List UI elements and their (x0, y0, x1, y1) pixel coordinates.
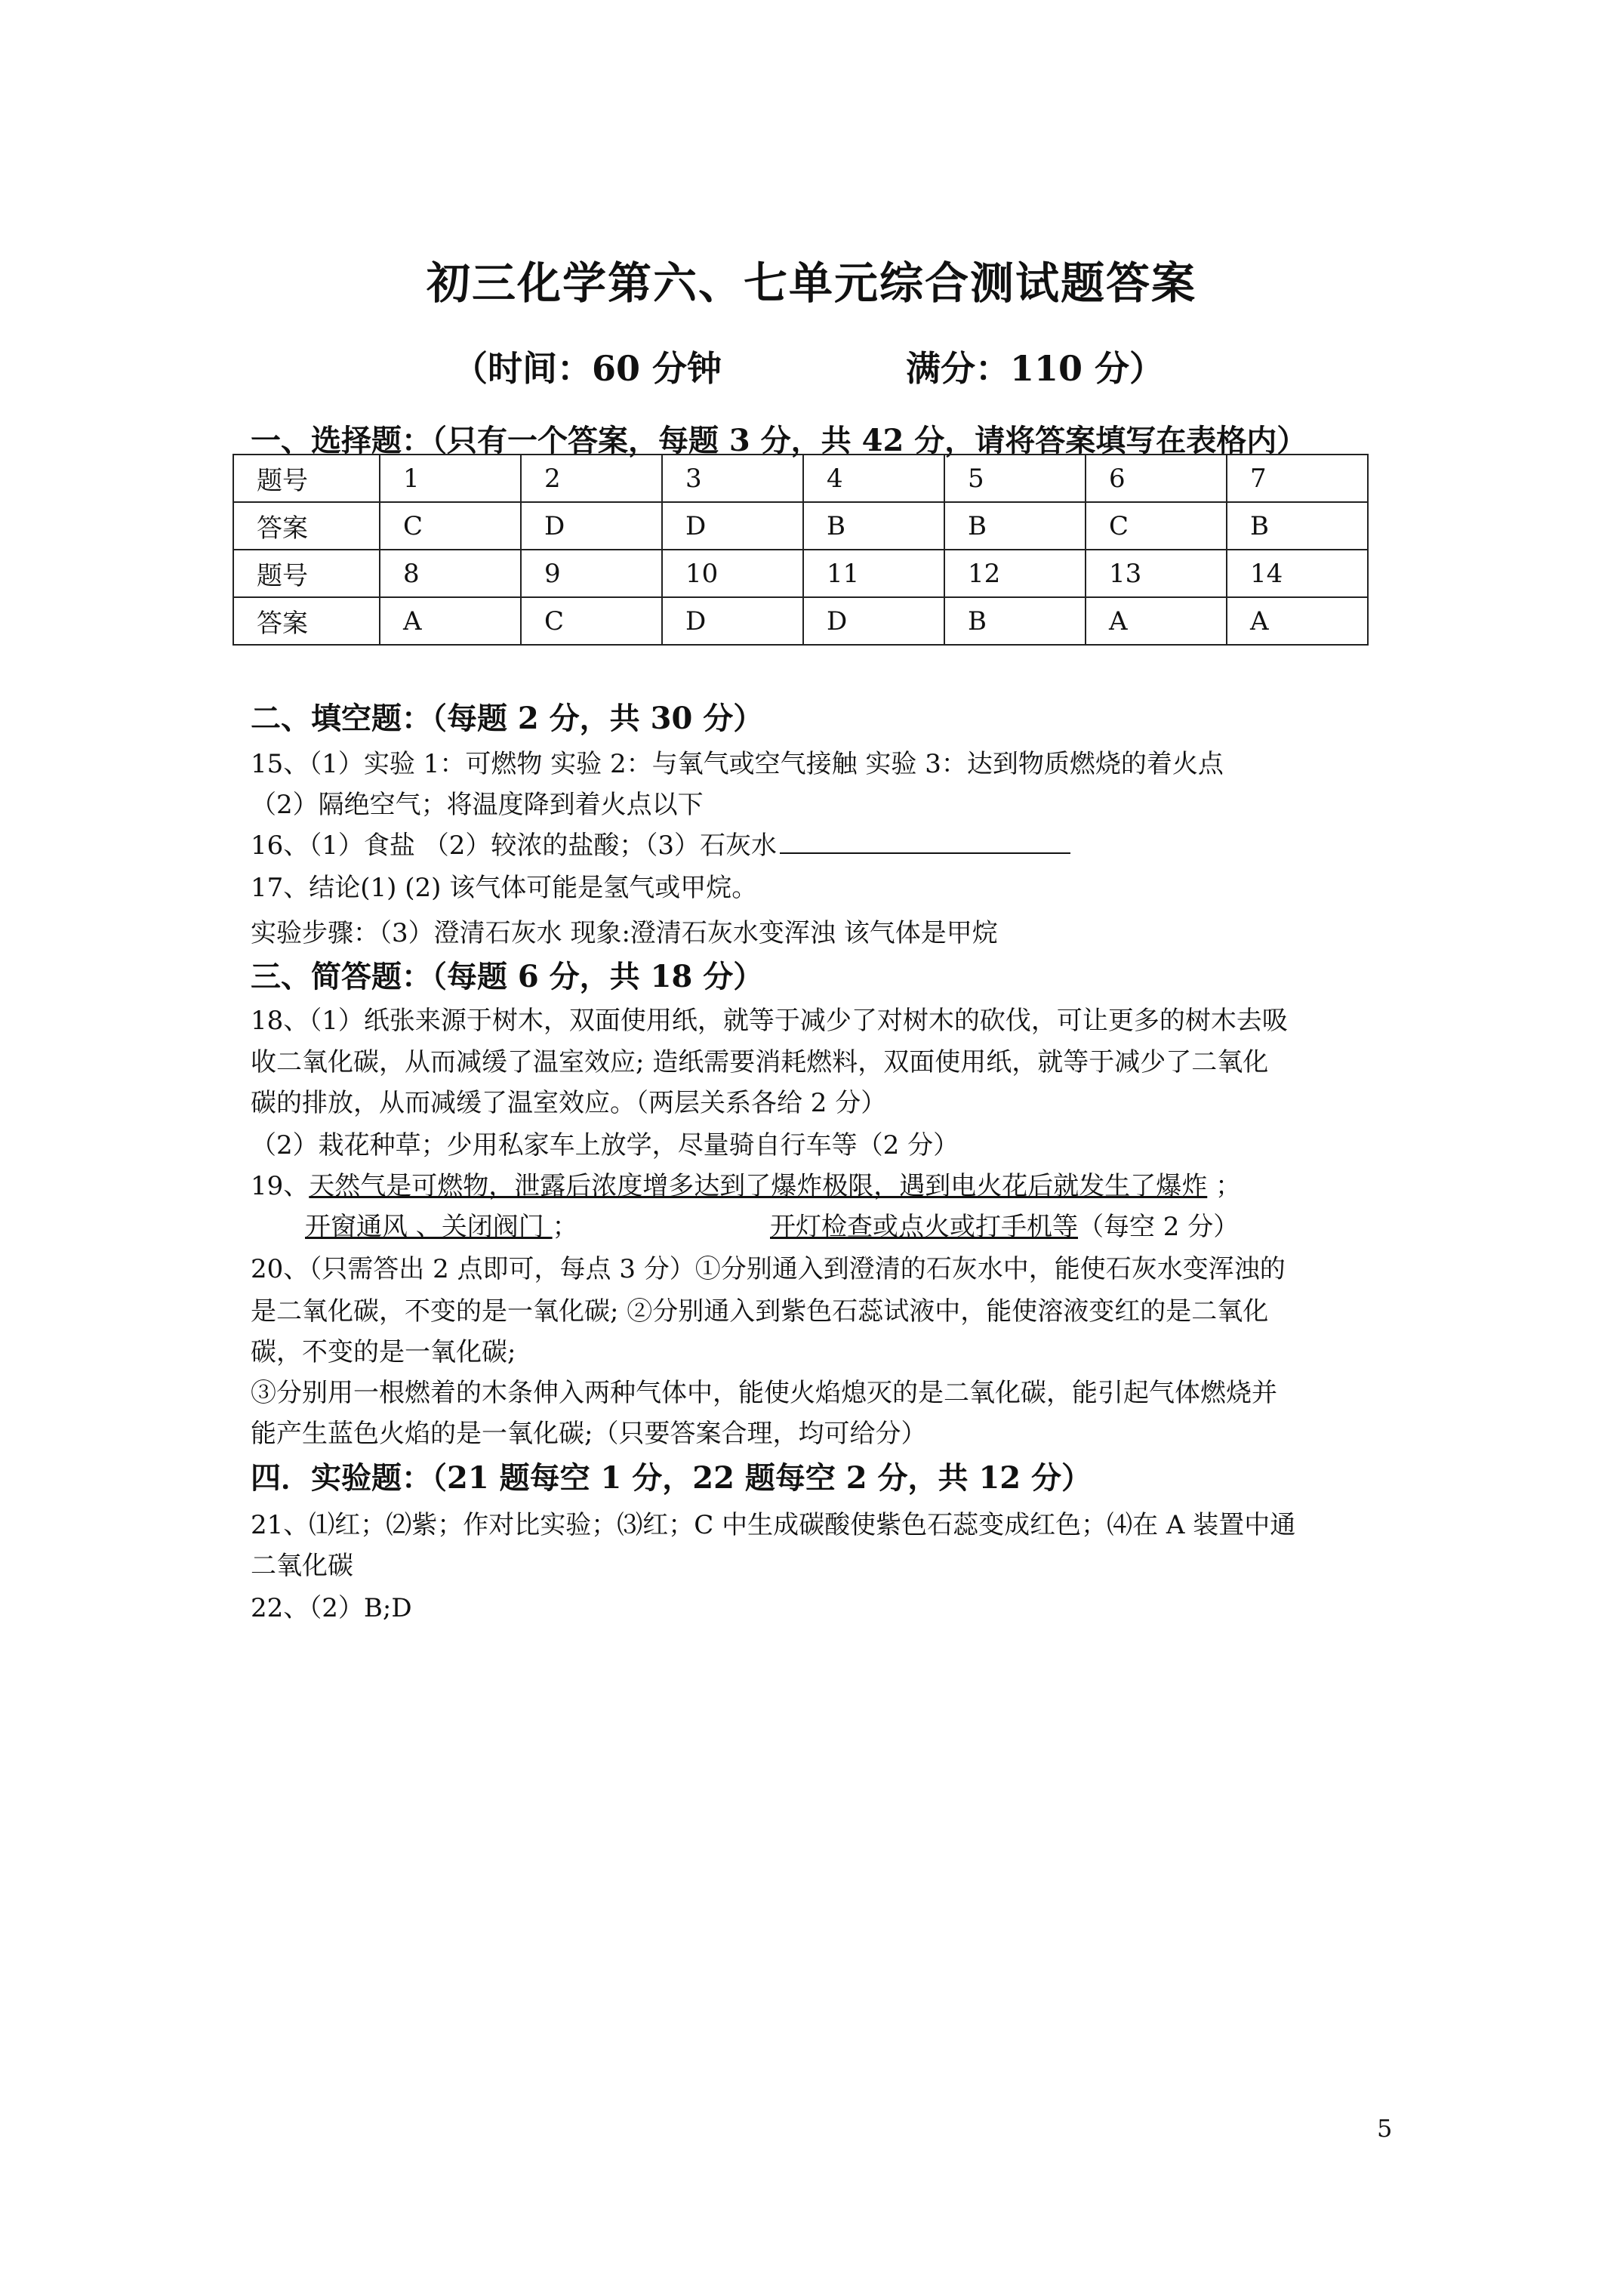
q19-answer-1: 天然气是可燃物，泄露后浓度增多达到了爆炸极限，遇到电火花后就发生了爆炸 (309, 1171, 1208, 1201)
table-cell: 12 (944, 550, 1086, 597)
table-cell: 4 (803, 455, 944, 502)
table-cell: 9 (521, 550, 662, 597)
table-cell: 3 (662, 455, 803, 502)
table-row (233, 455, 1368, 502)
table-cell: 13 (1086, 550, 1227, 597)
q18-line4: （2）栽花种草；少用私家车上放学，尽量骑自行车等（2 分） (251, 1130, 959, 1160)
q16-blank-line (780, 827, 1070, 854)
q18-line2: 收二氧化碳，从而减缓了温室效应; 造纸需要消耗燃料，双面使用纸，就等于减少了二氧化 (251, 1047, 1269, 1077)
table-cell: D (662, 597, 803, 645)
q15-line2: （2）隔绝空气；将温度降到着火点以下 (251, 790, 704, 820)
section2-heading: 二、填空题：（每题 2 分，共 30 分） (251, 701, 764, 736)
q18-line3: 碳的排放，从而减缓了温室效应。（两层关系各给 2 分） (251, 1088, 887, 1118)
q16-line (251, 824, 1070, 861)
q19-line2b (770, 1206, 1239, 1243)
q19-scoring-note: （每空 2 分） (1078, 1212, 1240, 1242)
table-cell: B (944, 502, 1086, 550)
table-cell: 6 (1086, 455, 1227, 502)
table-row-header: 题号 (233, 455, 380, 502)
table-cell: 7 (1227, 455, 1368, 502)
q19-answer-2: 开窗通风 、关闭阀门 (305, 1212, 553, 1242)
table-cell: D (803, 597, 944, 645)
q20-line5: 能产生蓝色火焰的是一氧化碳;（只要答案合理，均可给分） (251, 1419, 927, 1449)
q21-line2: 二氧化碳 (251, 1551, 353, 1581)
table-row (233, 597, 1368, 645)
table-cell: A (380, 597, 521, 645)
table-cell: 10 (662, 550, 803, 597)
q20-line2: 是二氧化碳，不变的是一氧化碳; ②分别通入到紫色石蕊试液中，能使溶液变红的是二氧化 (251, 1296, 1269, 1327)
table-cell: A (1227, 597, 1368, 645)
q19-answer-3: 开灯检查或点火或打手机等 (770, 1212, 1078, 1242)
section4-heading: 四．实验题：（21 题每空 1 分，22 题每空 2 分，共 12 分） (251, 1460, 1092, 1496)
table-cell: D (662, 502, 803, 550)
table-row-header: 答案 (233, 597, 380, 645)
table-cell: 5 (944, 455, 1086, 502)
q21-line1: 21、⑴红；⑵紫；作对比实验；⑶红；C 中生成碳酸使紫色石蕊变成红色；⑷在 A 装置中通 (251, 1510, 1296, 1540)
q19-answer-2-end: ； (552, 1212, 578, 1242)
score-label: 满分：110 分） (906, 348, 1165, 389)
table-cell: C (521, 597, 662, 645)
table-cell: D (521, 502, 662, 550)
table-cell: 14 (1227, 550, 1368, 597)
table-row-header: 题号 (233, 550, 380, 597)
table-cell: B (1227, 502, 1368, 550)
table-row (233, 550, 1368, 597)
table-cell: A (1086, 597, 1227, 645)
q17-line2: 实验步骤：（3）澄清石灰水 现象:澄清石灰水变浑浊 该气体是甲烷 (251, 918, 998, 948)
section1-heading: 一、选择题：（只有一个答案，每题 3 分，共 42 分，请将答案填写在表格内） (251, 423, 1307, 458)
table-cell: B (944, 597, 1086, 645)
q19-line1 (251, 1165, 1241, 1202)
table-row-header: 答案 (233, 502, 380, 550)
answer-table (233, 454, 1369, 646)
section3-heading: 三、简答题：（每题 6 分，共 18 分） (251, 959, 764, 994)
table-cell: 1 (380, 455, 521, 502)
q20-line4: ③分别用一根燃着的木条伸入两种气体中，能使火焰熄灭的是二氧化碳，能引起气体燃烧并 (251, 1378, 1277, 1408)
q20-line1: 20、（只需答出 2 点即可，每点 3 分）①分别通入到澄清的石灰水中，能使石灰水变浑浊的 (251, 1254, 1286, 1284)
table-cell: C (1086, 502, 1227, 550)
q17-line1: 17、结论(1) (2) 该气体可能是氢气或甲烷。 (251, 873, 758, 903)
table-cell: B (803, 502, 944, 550)
table-cell: 11 (803, 550, 944, 597)
q18-line1: 18、（1）纸张来源于树木，双面使用纸，就等于减少了对树木的砍伐，可让更多的树木去吸 (251, 1006, 1288, 1036)
page-title: 初三化学第六、七单元综合测试题答案 (426, 257, 1196, 309)
q19-answer-1-end: ； (1207, 1171, 1242, 1201)
q19-prefix: 19、 (251, 1171, 310, 1201)
q16-text: 16、（1）食盐 （2）较浓的盐酸；（3）石灰水 (251, 831, 777, 861)
q22-line: 22、（2）B;D (251, 1593, 412, 1623)
q15-line1: 15、（1）实验 1：可燃物 实验 2：与氧气或空气接触 实验 3：达到物质燃烧的着火点 (251, 749, 1224, 779)
table-cell: 2 (521, 455, 662, 502)
page-number: 5 (1377, 2114, 1393, 2143)
table-cell: C (380, 502, 521, 550)
time-label: （时间：60 分钟 (453, 348, 722, 389)
table-row (233, 502, 1368, 550)
q19-line2 (305, 1206, 578, 1243)
q20-line3: 碳，不变的是一氧化碳; (251, 1337, 516, 1367)
table-cell: 8 (380, 550, 521, 597)
